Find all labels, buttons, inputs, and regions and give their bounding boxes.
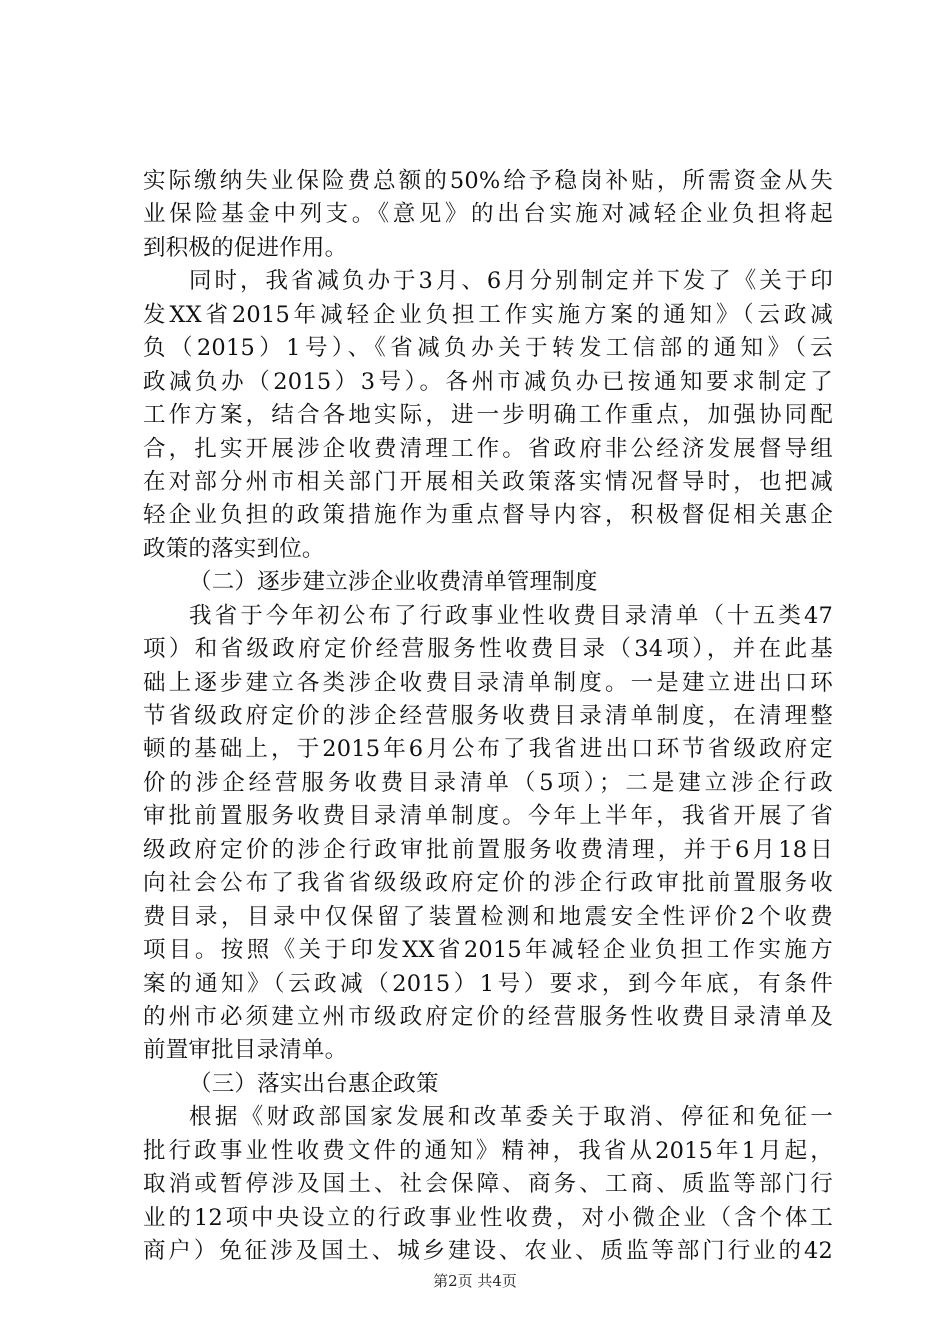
section-heading: （二）逐步建立涉企业收费清单管理制度	[189, 569, 598, 596]
text-line: 工作方案，结合各地实际，进一步明确工作重点，加强协同配	[143, 402, 833, 429]
page-number-footer: 第2页 共4页	[433, 1272, 517, 1290]
text-line: 顿的基础上，于2015年6月公布了我省进出口环节省级政府定	[143, 736, 833, 763]
text-line: 政减负办（2015）3号）。各州市减负办已按通知要求制定了	[143, 368, 833, 395]
text-line: 项目。按照《关于印发XX省2015年减轻企业负担工作实施方	[143, 937, 833, 964]
text-line: 政策的落实到位。	[143, 535, 325, 562]
text-line: 批行政事业性收费文件的通知》精神，我省从2015年1月起，	[143, 1137, 833, 1164]
section-heading: （三）落实出台惠企政策	[189, 1070, 439, 1097]
paragraph-first-line: 我省于今年初公布了行政事业性收费目录清单（十五类47	[189, 602, 833, 629]
text-line: 业保险基金中列支。《意见》的出台实施对减轻企业负担将起	[143, 201, 833, 228]
paragraph-first-line: 同时，我省减负办于3月、6月分别制定并下发了《关于印	[189, 268, 833, 295]
text-line: 到积极的促进作用。	[143, 234, 348, 261]
text-line: 价的涉企经营服务收费目录清单（5项）；二是建立涉企行政	[143, 769, 833, 796]
paragraph-first-line: 根据《财政部国家发展和改革委关于取消、停征和免征一	[189, 1104, 833, 1131]
document-body	[143, 165, 833, 1268]
text-line: 级政府定价的涉企行政审批前置服务收费清理，并于6月18日	[143, 836, 833, 863]
text-line: 负（2015）1号）、《省减负办关于转发工信部的通知》（云	[143, 335, 833, 362]
text-line: 础上逐步建立各类涉企收费目录清单制度。一是建立进出口环	[143, 669, 833, 696]
text-line: 轻企业负担的政策措施作为重点督导内容，积极督促相关惠企	[143, 502, 833, 529]
text-line: 节省级政府定价的涉企经营服务收费目录清单制度，在清理整	[143, 703, 833, 729]
text-line: 前置审批目录清单。	[143, 1037, 348, 1064]
text-line: 实际缴纳失业保险费总额的50%给予稳岗补贴，所需资金从失	[143, 168, 833, 194]
text-line: 向社会公布了我省省级级政府定价的涉企行政审批前置服务收	[143, 870, 833, 897]
text-line: 费目录，目录中仅保留了装置检测和地震安全性评价2个收费	[143, 903, 833, 930]
text-line: 的州市必须建立州市级政府定价的经营服务性收费目录清单及	[143, 1003, 833, 1030]
text-line: 案的通知》（云政减（2015）1号）要求，到今年底，有条件	[143, 970, 833, 997]
text-line: 发XX省2015年减轻企业负担工作实施方案的通知》（云政减	[143, 301, 833, 328]
text-line: 审批前置服务收费目录清单制度。今年上半年，我省开展了省	[143, 803, 833, 830]
text-line: 取消或暂停涉及国土、社会保障、商务、工商、质监等部门行	[143, 1171, 833, 1198]
text-line: 合，扎实开展涉企收费清理工作。省政府非公经济发展督导组	[143, 435, 833, 462]
text-line: 业的12项中央设立的行政事业性收费，对小微企业（含个体工	[143, 1204, 833, 1231]
text-line: 商户）免征涉及国土、城乡建设、农业、质监等部门行业的42	[143, 1238, 833, 1264]
text-line: 项）和省级政府定价经营服务性收费目录（34项），并在此基	[143, 636, 833, 663]
text-line: 在对部分州市相关部门开展相关政策落实情况督导时，也把减	[143, 468, 833, 495]
